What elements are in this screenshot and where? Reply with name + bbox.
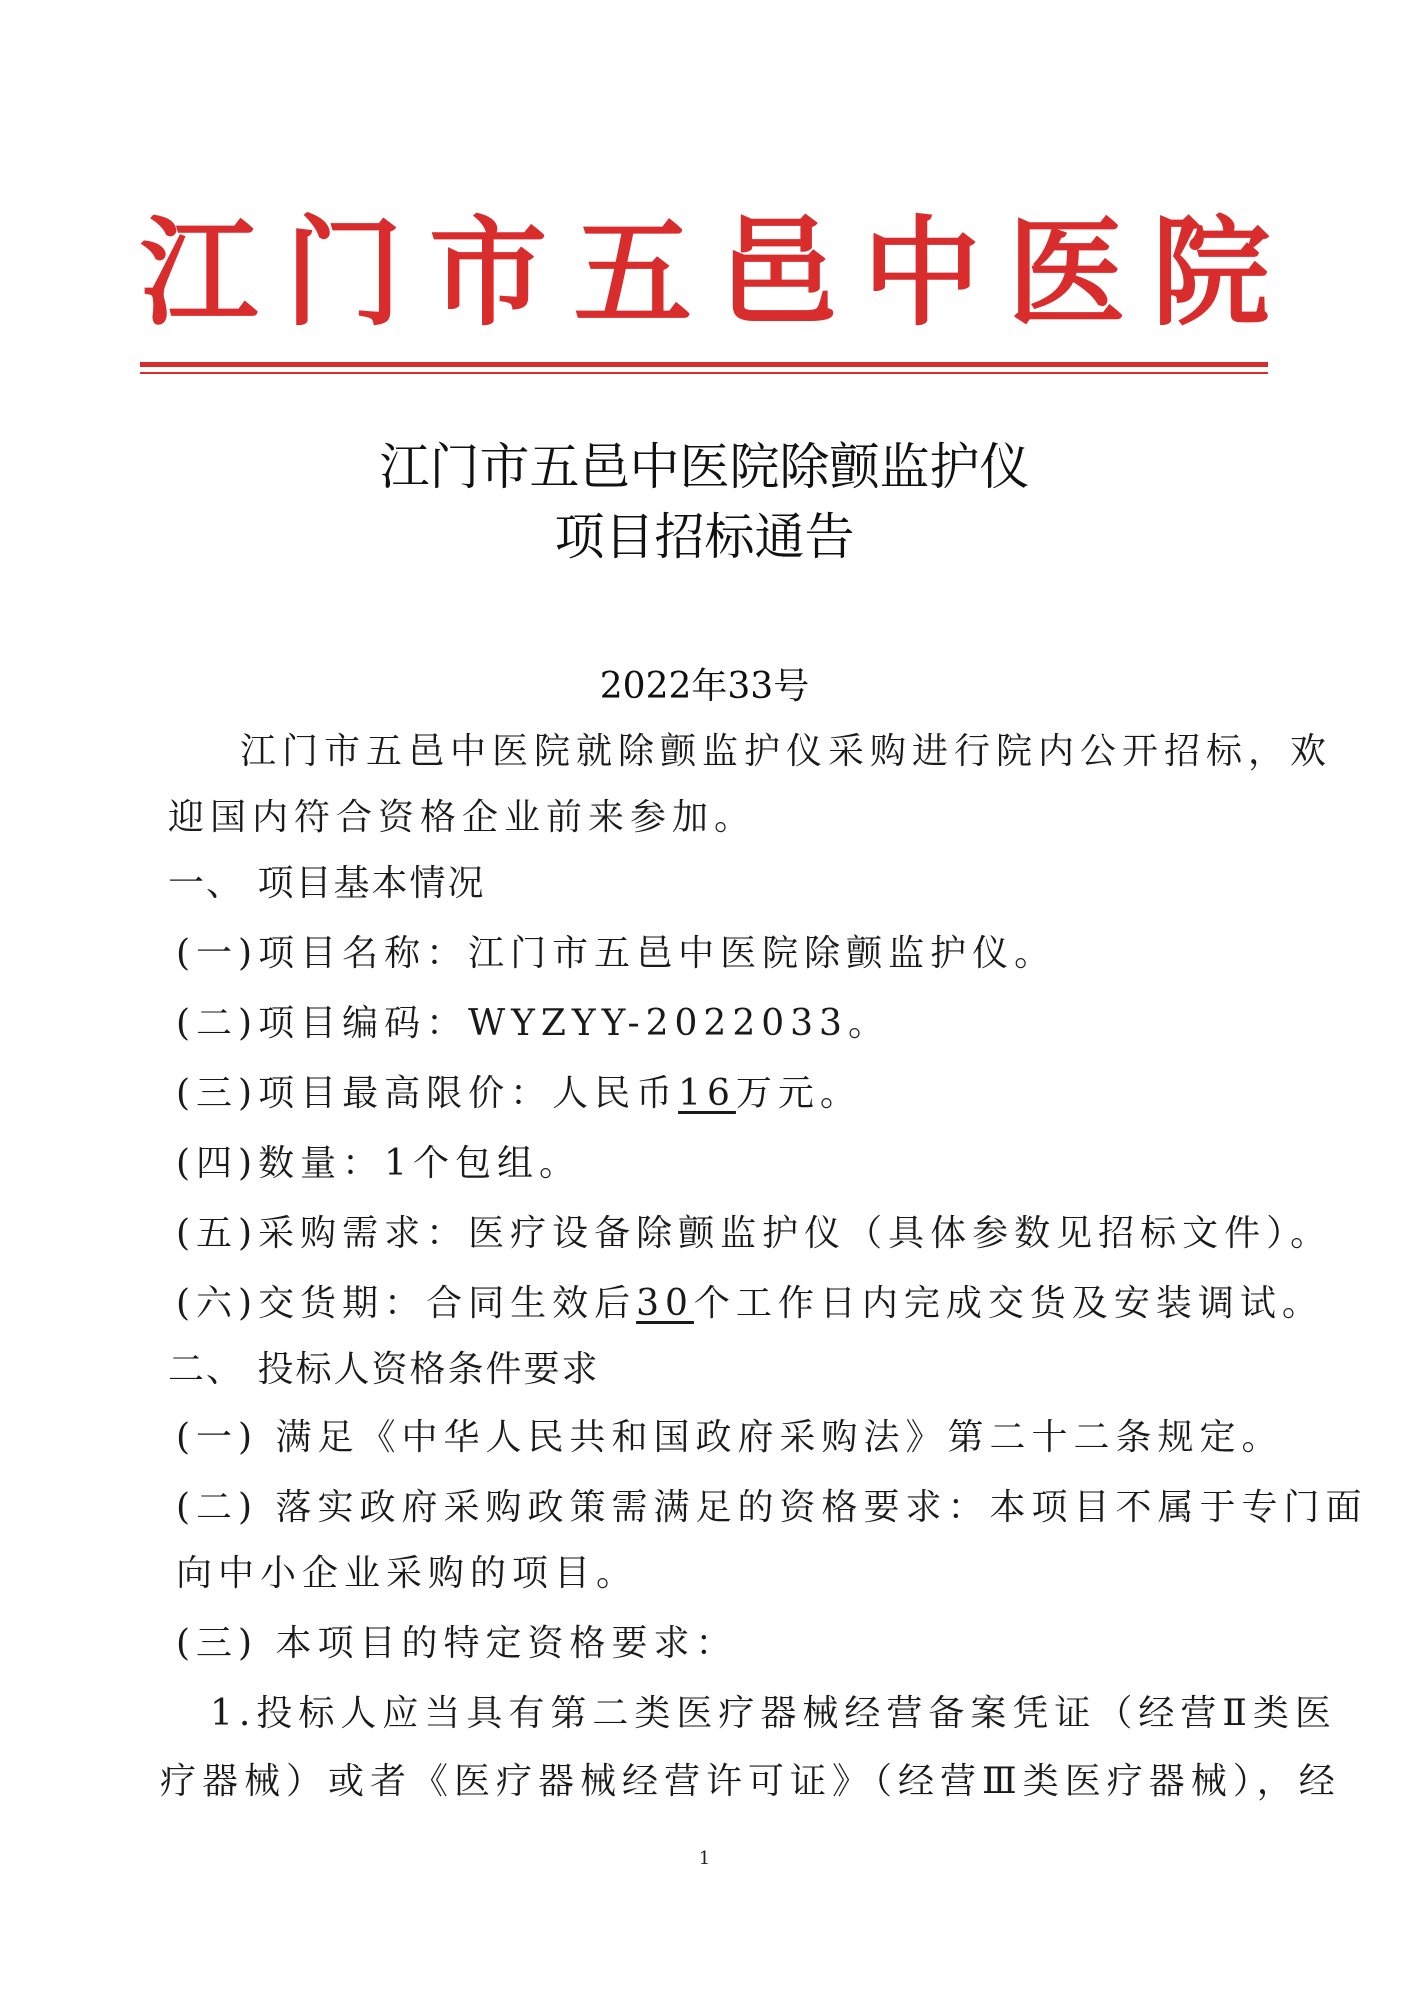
- price-label: (三)项目最高限价：人民币: [176, 1073, 679, 1114]
- masthead-char: 邑: [718, 202, 837, 342]
- qualification-item3: (三) 本项目的特定资格要求：: [176, 1623, 738, 1664]
- price-value: 16: [678, 1073, 736, 1114]
- project-quantity: (四)数量：1个包组。: [176, 1143, 581, 1184]
- project-price: [176, 1073, 862, 1114]
- intro-line2: 迎国内符合资格企业前来参加。: [168, 797, 757, 838]
- intro-line1: 江门市五邑中医院就除颤监护仪采购进行院内公开招标，欢: [240, 731, 1333, 772]
- delivery-value: 30: [636, 1283, 694, 1324]
- document-title-line2: 项目招标通告: [554, 508, 855, 566]
- delivery-label: (六)交货期：合同生效后: [176, 1283, 637, 1324]
- masthead-char: 中: [862, 202, 981, 342]
- masthead-char: 五: [573, 202, 692, 342]
- section2-heading: 二、 投标人资格条件要求: [168, 1349, 600, 1390]
- project-code: (二)项目编码：WYZYY-2022033。: [176, 1003, 890, 1044]
- requirement1-line1: 1.投标人应当具有第二类医疗器械经营备案凭证（经营Ⅱ类医: [210, 1693, 1337, 1734]
- price-unit: 万元。: [735, 1073, 862, 1114]
- delivery-period: [176, 1283, 1324, 1324]
- masthead-divider-thin: [140, 372, 1268, 374]
- qualification-item2-line2: 向中小企业采购的项目。: [176, 1553, 639, 1594]
- procurement-demand: (五)采购需求：医疗设备除颤监护仪（具体参数见招标文件）。: [176, 1213, 1333, 1254]
- masthead-char: 门: [284, 202, 403, 342]
- document-title-line1: 江门市五邑中医院除颤监护仪: [379, 438, 1030, 496]
- masthead-divider: [140, 362, 1268, 367]
- masthead-char: 院: [1151, 202, 1270, 342]
- project-name: (一)项目名称：江门市五邑中医院除颤监护仪。: [176, 933, 1057, 974]
- masthead-char: 医: [1007, 202, 1126, 342]
- section1-heading: 一、 项目基本情况: [168, 863, 486, 904]
- page-number: 1: [698, 1848, 711, 1869]
- qualification-item2-line1: (二) 落实政府采购政策需满足的资格要求：本项目不属于专门面: [176, 1487, 1368, 1528]
- document-number: 2022年33号: [599, 666, 810, 707]
- qualification-item1: (一) 满足《中华人民共和国政府采购法》第二十二条规定。: [176, 1417, 1284, 1458]
- delivery-text: 个工作日内完成交货及安装调试。: [693, 1283, 1324, 1324]
- masthead: [140, 202, 1270, 342]
- masthead-char: 市: [429, 202, 548, 342]
- requirement1-line2: 疗器械）或者《医疗器械经营许可证》（经营Ⅲ类医疗器械），经: [160, 1761, 1341, 1802]
- masthead-char: 江: [140, 202, 259, 342]
